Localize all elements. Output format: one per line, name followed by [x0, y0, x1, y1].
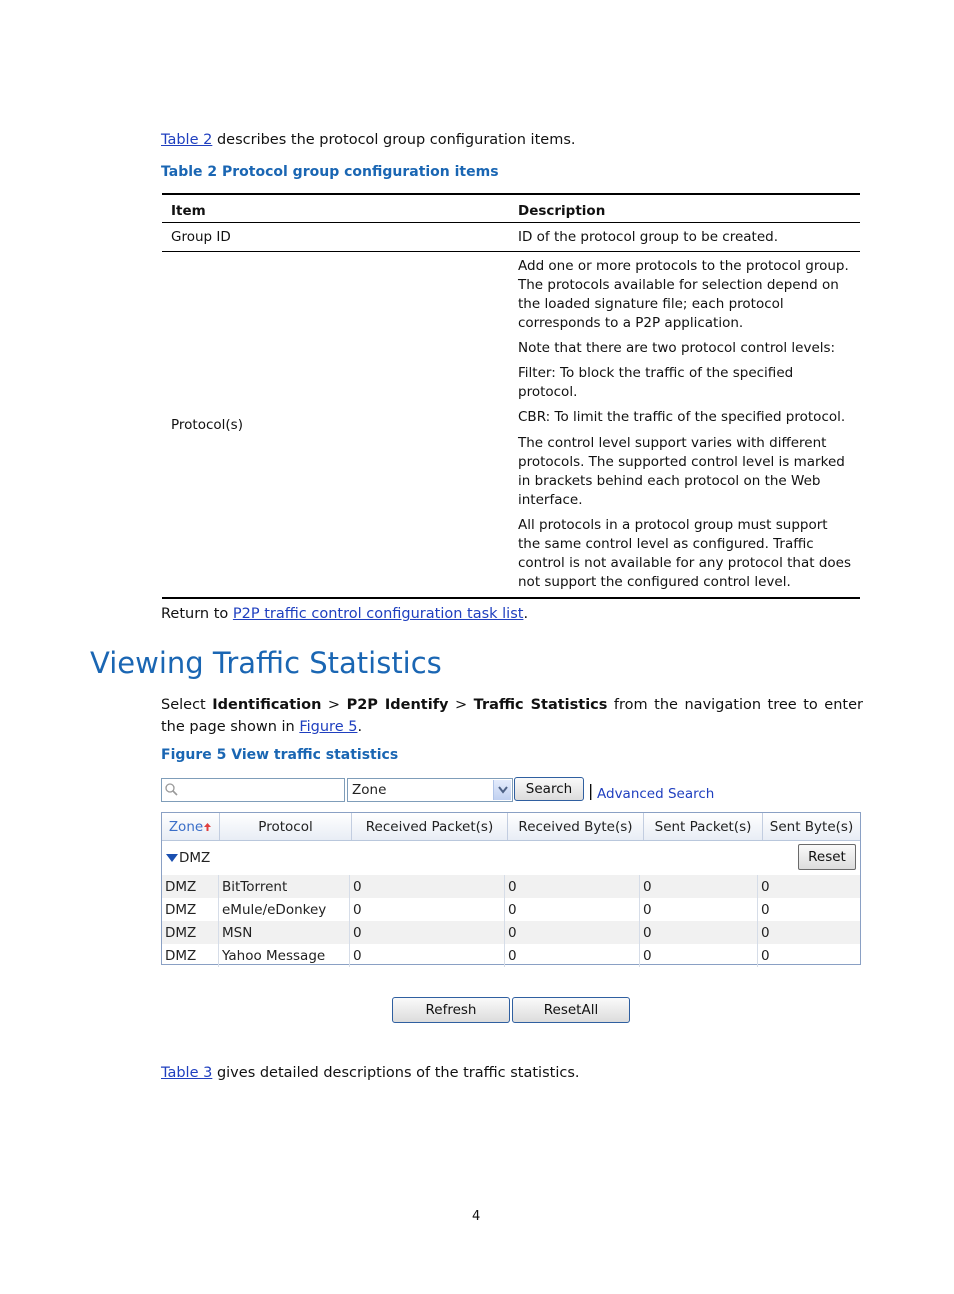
row-item: Group ID	[171, 229, 231, 245]
cell-protocol: BitTorrent	[219, 875, 350, 898]
nav-path-identification: Identification	[212, 697, 322, 713]
cell-sent-packets: 0	[640, 875, 758, 898]
cell-sent-bytes: 0	[761, 878, 770, 895]
row-item: Protocol(s)	[171, 416, 243, 433]
search-icon	[164, 782, 180, 798]
row-description: Note that there are two protocol control levels:	[518, 340, 836, 356]
table-2-grid	[162, 195, 860, 597]
figure-5-caption: Figure 5 View traffic statistics	[161, 747, 399, 763]
search-button[interactable]: Search	[514, 777, 584, 801]
table-2	[162, 193, 860, 599]
resetall-button[interactable]: ResetAll	[512, 997, 630, 1023]
outro-paragraph	[161, 1065, 580, 1081]
column-label-zone: Zone	[168, 818, 204, 835]
cell-sent-packets: 0	[640, 921, 758, 944]
sort-ascending-icon	[203, 822, 212, 832]
cell-zone: DMZ	[162, 944, 219, 967]
table-2-link[interactable]: Table 2	[161, 132, 213, 148]
cell-received-packets: 0	[350, 921, 505, 944]
cell-sent-packets: 0	[640, 898, 758, 921]
row-description: Add one or more protocols to the protocol group. The protocols available for selection depend on the loaded signature file; each protocol corresponds to a P2P application.	[518, 258, 849, 331]
return-prefix: Return to	[161, 606, 233, 622]
section-tail: from the navigation tree to enter the page shown in	[161, 697, 863, 735]
group-row-dmz	[162, 841, 860, 875]
table-2-caption: Table 2 Protocol group configuration items	[161, 164, 499, 180]
cell-zone: DMZ	[162, 875, 219, 898]
figure-5-link[interactable]: Figure 5	[299, 719, 358, 735]
page-number: 4	[472, 1209, 481, 1224]
nav-sep: >	[448, 697, 474, 713]
cell-sent-bytes: 0	[761, 947, 770, 964]
cell-protocol: Yahoo Message	[219, 944, 350, 967]
traffic-statistics-table	[161, 812, 861, 965]
select-word: Select	[161, 697, 213, 713]
return-paragraph	[161, 606, 528, 622]
cell-received-bytes: 0	[505, 921, 640, 944]
header-description: Description	[509, 195, 860, 223]
column-header-protocol[interactable]: Protocol	[220, 813, 352, 840]
cell-received-packets: 0	[350, 898, 505, 921]
cell-sent-bytes: 0	[761, 901, 770, 918]
table-row	[162, 252, 860, 598]
table-row	[162, 875, 860, 898]
zone-select-value: Zone	[352, 782, 387, 798]
cell-received-packets: 0	[350, 944, 505, 967]
zone-select[interactable]	[347, 778, 513, 802]
row-description: Filter: To block the traffic of the specified protocol.	[518, 365, 794, 400]
section-title: Viewing Traffic Statistics	[90, 646, 442, 680]
table-header	[162, 813, 860, 841]
table-row	[162, 944, 860, 967]
row-description: All protocols in a protocol group must support the same control level as configured. Traffic control is not available for any protocol that does not support the configured control level.	[518, 517, 851, 590]
search-input[interactable]	[161, 778, 345, 802]
table-row	[162, 898, 860, 921]
outro-text: gives detailed descriptions of the traffic statistics.	[212, 1065, 580, 1081]
row-description: The control level support varies with different protocols. The supported control level is marked in brackets behind each protocol on the Web interface.	[518, 435, 845, 508]
intro-paragraph	[161, 132, 575, 148]
chevron-down-icon[interactable]	[493, 780, 511, 800]
column-header-sent-packets[interactable]: Sent Packet(s)	[644, 813, 763, 840]
refresh-button[interactable]: Refresh	[392, 997, 510, 1023]
group-label: DMZ	[179, 850, 211, 866]
row-description: CBR: To limit the traffic of the specified protocol.	[518, 409, 846, 425]
nav-sep: >	[321, 697, 347, 713]
cell-received-bytes: 0	[505, 944, 640, 967]
column-header-received-packets[interactable]: Received Packet(s)	[352, 813, 508, 840]
cell-zone: DMZ	[162, 898, 219, 921]
nav-path-traffic-statistics: Traffic Statistics	[473, 697, 608, 713]
intro-text: describes the protocol group configuration items.	[212, 132, 576, 148]
section-end: .	[357, 719, 363, 735]
cell-zone: DMZ	[162, 921, 219, 944]
cell-sent-packets: 0	[640, 944, 758, 967]
header-item: Item	[162, 195, 509, 223]
table-row	[162, 223, 860, 252]
return-suffix: .	[523, 606, 529, 622]
column-header-zone[interactable]	[162, 813, 220, 840]
column-header-sent-bytes[interactable]: Sent Byte(s)	[769, 818, 854, 835]
toolbar-separator: |	[588, 781, 594, 800]
column-header-received-bytes[interactable]: Received Byte(s)	[508, 813, 644, 840]
reset-button[interactable]: Reset	[798, 844, 856, 870]
cell-received-bytes: 0	[505, 875, 640, 898]
section-paragraph	[161, 694, 863, 738]
table-row	[162, 921, 860, 944]
advanced-search-link[interactable]: Advanced Search	[597, 786, 715, 802]
cell-received-packets: 0	[350, 875, 505, 898]
task-list-link[interactable]: P2P traffic control configuration task list	[232, 606, 524, 622]
cell-received-bytes: 0	[505, 898, 640, 921]
nav-path-p2p-identify: P2P Identify	[346, 697, 449, 713]
row-description: ID of the protocol group to be created.	[518, 228, 779, 245]
table-3-link[interactable]: Table 3	[161, 1065, 213, 1081]
cell-protocol: eMule/eDonkey	[219, 898, 350, 921]
cell-sent-bytes: 0	[761, 924, 770, 941]
collapse-triangle-icon[interactable]	[166, 854, 178, 863]
cell-protocol: MSN	[219, 921, 350, 944]
